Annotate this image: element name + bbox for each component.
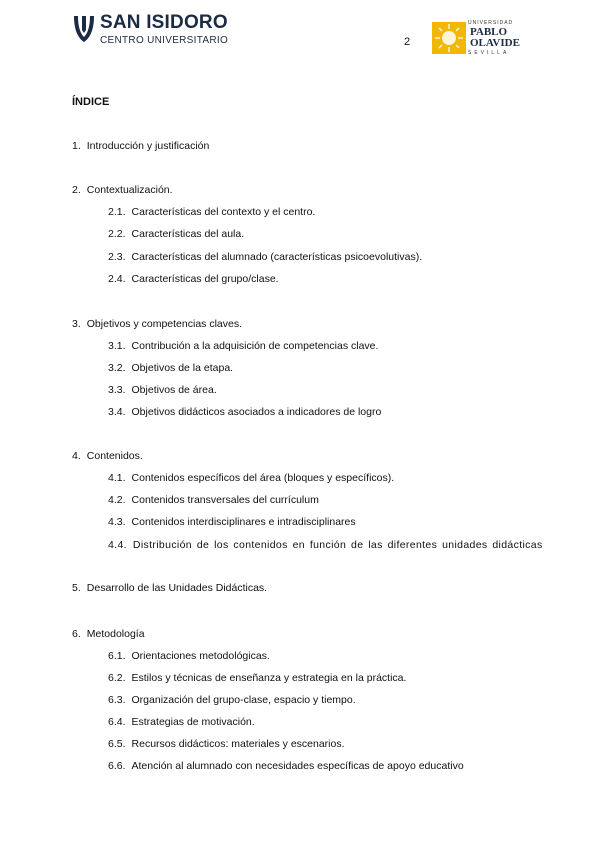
toc-section[interactable]: 5. Desarrollo de las Unidades Didácticas. <box>72 582 268 594</box>
logo-subtitle: CENTRO UNIVERSITARIO <box>100 35 229 46</box>
san-isidoro-logo <box>72 12 242 52</box>
toc-subsection[interactable]: 3.4. Objetivos didácticos asociados a indicadores de logro <box>108 406 382 418</box>
toc-section[interactable]: 2. Contextualización. <box>72 184 173 196</box>
toc-subsection[interactable]: 6.5. Recursos didácticos: materiales y escenarios. <box>108 738 345 750</box>
logo-line1: PABLO <box>470 26 508 38</box>
logo-top-text: UNIVERSIDAD <box>468 20 514 26</box>
page-header <box>0 0 600 70</box>
toc-subsection[interactable]: 4.4. Distribución de los contenidos en función de las diferentes unidades didácticas <box>108 539 543 551</box>
toc-subsection[interactable]: 4.1. Contenidos específicos del área (bloques y específicos). <box>108 472 395 484</box>
san-isidoro-logo-icon <box>72 14 96 44</box>
toc-subsection[interactable]: 4.3. Contenidos interdisciplinares e intradisciplinares <box>108 516 356 528</box>
toc-section[interactable]: 3. Objetivos y competencias claves. <box>72 318 242 330</box>
toc-subsection[interactable]: 2.1. Características del contexto y el centro. <box>108 206 316 218</box>
toc-subsection[interactable]: 6.6. Atención al alumnado con necesidades específicas de apoyo educativo <box>108 760 464 772</box>
toc-subsection[interactable]: 4.2. Contenidos transversales del currículum <box>108 494 319 506</box>
toc-title: ÍNDICE <box>72 96 110 108</box>
toc-section[interactable]: 4. Contenidos. <box>72 450 143 462</box>
logo-line2: OLAVIDE <box>470 37 520 49</box>
toc-subsection[interactable]: 6.1. Orientaciones metodológicas. <box>108 650 270 662</box>
toc-subsection[interactable]: 2.3. Características del alumnado (características psicoevolutivas). <box>108 251 423 263</box>
page-number: 2 <box>404 36 411 48</box>
toc-subsection[interactable]: 3.3. Objetivos de área. <box>108 384 217 396</box>
toc-subsection[interactable]: 2.2. Características del aula. <box>108 228 245 240</box>
logo-name: SAN ISIDORO <box>100 12 228 33</box>
pablo-olavide-logo <box>432 20 522 56</box>
toc-section[interactable]: 1. Introducción y justificación <box>72 140 210 152</box>
toc-subsection[interactable]: 2.4. Características del grupo/clase. <box>108 273 279 285</box>
sun-logo-icon <box>432 22 466 54</box>
toc-section[interactable]: 6. Metodología <box>72 628 145 640</box>
toc-subsection[interactable]: 6.3. Organización del grupo-clase, espacio y tiempo. <box>108 694 356 706</box>
toc-subsection[interactable]: 3.2. Objetivos de la etapa. <box>108 362 234 374</box>
toc-subsection[interactable]: 6.2. Estilos y técnicas de enseñanza y estrategia en la práctica. <box>108 672 407 684</box>
toc-subsection[interactable]: 3.1. Contribución a la adquisición de competencias clave. <box>108 340 379 352</box>
toc-subsection[interactable]: 6.4. Estrategias de motivación. <box>108 716 255 728</box>
logo-bottom-text: SEVILLA <box>468 50 510 56</box>
